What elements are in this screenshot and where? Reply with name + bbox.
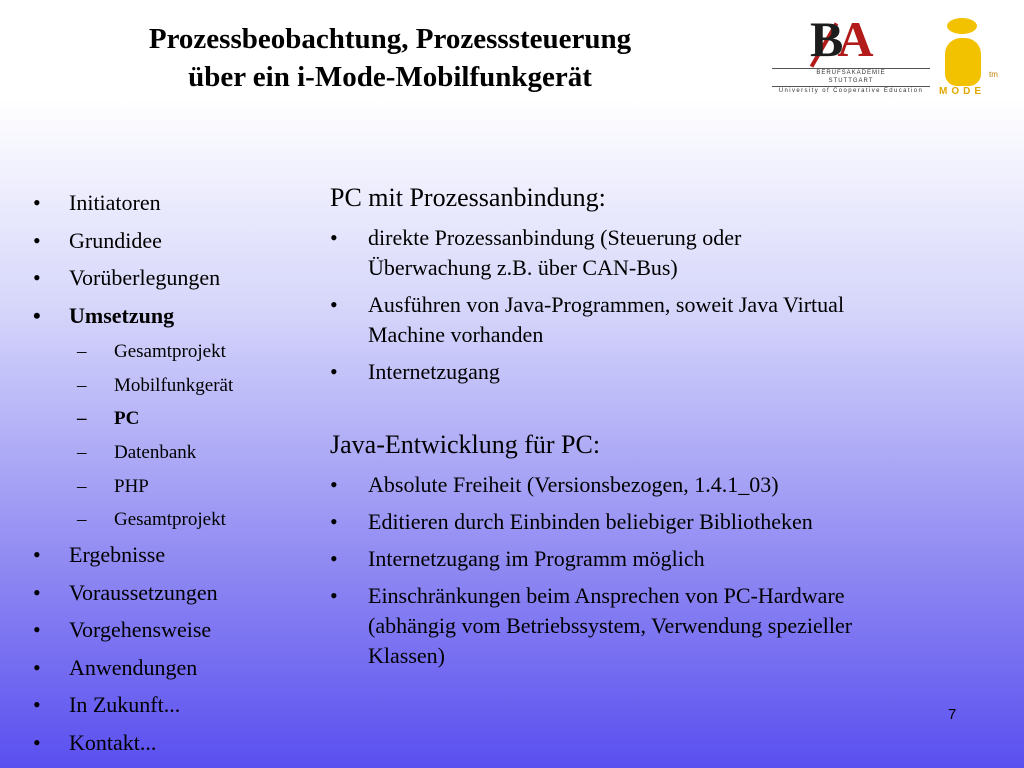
nav-item xyxy=(33,576,313,614)
ba-logo-letters: BA xyxy=(810,11,868,67)
ba-logo-line3: University of Cooperative Education xyxy=(778,88,924,94)
nav-subitem xyxy=(33,403,313,437)
imode-logo-body xyxy=(945,38,981,86)
bullet-text-line: Überwachung z.B. über CAN-Bus) xyxy=(368,255,678,280)
nav-item-label: Datenbank xyxy=(114,442,197,464)
bullet-marker: • xyxy=(330,359,338,384)
ba-logo-line1: BERUFSAKADEMIE xyxy=(816,70,886,76)
bullet-marker: • xyxy=(33,579,41,605)
nav-subitem xyxy=(33,437,313,471)
bullet-marker: • xyxy=(33,227,41,253)
bullet-marker: • xyxy=(330,472,338,497)
dash-marker: – xyxy=(77,408,87,430)
nav-item xyxy=(33,186,313,224)
nav-item-label: Umsetzung xyxy=(69,302,175,328)
section-heading-java: Java-Entwicklung für PC: xyxy=(330,430,601,459)
page-number: 7 xyxy=(948,706,957,723)
bullet-text-line: Einschränkungen beim Ansprechen von PC-Hardware xyxy=(368,583,845,608)
bullet-text-line: Ausführen von Java-Programmen, soweit Java Virtual xyxy=(368,292,845,317)
slide-title-line2: über ein i-Mode-Mobilfunkgerät xyxy=(188,61,592,93)
imode-logo-word: MODE xyxy=(939,86,985,97)
dash-marker: – xyxy=(77,509,87,531)
bullet-marker: • xyxy=(330,225,338,250)
bullet-marker: • xyxy=(33,542,41,568)
dash-marker: – xyxy=(77,374,87,396)
nav-subitem xyxy=(33,336,313,370)
nav-item-label: Ergebnisse xyxy=(69,542,166,568)
bullet-text-line: Internetzugang xyxy=(368,359,500,384)
section-heading-prozessanbindung: PC mit Prozessanbindung: xyxy=(330,183,606,212)
bullet-marker: • xyxy=(33,617,41,643)
ba-logo-line2: STUTTGART xyxy=(828,78,874,84)
bullet-text-line: (abhängig vom Betriebssystem, Verwendung spezieller xyxy=(368,613,853,638)
ba-logo-rule xyxy=(772,68,930,69)
imode-logo-dot xyxy=(947,18,977,34)
content-bullet-item xyxy=(330,544,1010,574)
nav-item-label: Gesamtprojekt xyxy=(114,341,226,362)
bullet-marker: • xyxy=(33,654,41,680)
nav-item xyxy=(33,224,313,262)
bullet-text-line: Klassen) xyxy=(368,643,445,668)
nav-item-label: PC xyxy=(114,408,140,430)
slide-title xyxy=(60,20,720,96)
nav-item-label: Anwendungen xyxy=(69,654,198,680)
java-list xyxy=(330,470,1010,671)
imode-logo xyxy=(935,12,1021,96)
nav-item-label: Vorgehensweise xyxy=(69,617,212,643)
content-bullet-item xyxy=(330,223,1010,283)
bullet-text-line: Internetzugang im Programm möglich xyxy=(368,546,705,571)
nav-item xyxy=(33,261,313,299)
content-bullet-item xyxy=(330,470,1010,500)
bullet-text-line: direkte Prozessanbindung (Steuerung oder xyxy=(368,225,742,250)
bullet-marker: • xyxy=(33,729,41,755)
nav-item xyxy=(33,688,313,726)
nav-item-label: Vorüberlegungen xyxy=(69,265,221,290)
bullet-text-line: Editieren durch Einbinden beliebiger Bibliotheken xyxy=(368,509,813,534)
nav-item-label: PHP xyxy=(114,475,149,497)
nav-item-label: In Zukunft... xyxy=(69,692,181,718)
bullet-marker: • xyxy=(33,265,41,290)
imode-logo-tm: tm xyxy=(989,70,998,79)
nav-item-label: Grundidee xyxy=(69,227,162,253)
outline-nav xyxy=(33,186,313,763)
nav-item-label: Voraussetzungen xyxy=(69,579,218,605)
dash-marker: – xyxy=(77,442,87,464)
bullet-marker: • xyxy=(330,583,338,608)
content-bullet-item xyxy=(330,507,1010,537)
slide-title-line1: Prozessbeobachtung, Prozesssteuerung xyxy=(148,23,632,55)
nav-item xyxy=(33,726,313,764)
nav-item-label: Mobilfunkgerät xyxy=(114,374,234,396)
bullet-marker: • xyxy=(33,190,41,215)
content-bullet-item xyxy=(330,290,1010,350)
bullet-text-line: Machine vorhanden xyxy=(368,322,544,347)
nav-item xyxy=(33,299,313,337)
nav-item-label: Kontakt... xyxy=(69,729,157,755)
nav-subitem xyxy=(33,471,313,505)
bullet-marker: • xyxy=(330,509,338,534)
ba-logo xyxy=(770,12,932,98)
content-bullet-item xyxy=(330,581,1010,671)
bullet-marker: • xyxy=(330,292,338,317)
dash-marker: – xyxy=(77,475,87,497)
nav-item-label: Gesamtprojekt xyxy=(114,509,226,531)
content-bullet-item xyxy=(330,357,1010,387)
prozessanbindung-list xyxy=(330,223,1010,387)
bullet-marker: • xyxy=(330,546,338,571)
bullet-marker: • xyxy=(33,302,41,328)
bullet-marker: • xyxy=(33,692,41,718)
nav-subitem xyxy=(33,370,313,404)
ba-logo-rule xyxy=(772,86,930,87)
nav-subitem xyxy=(33,504,313,538)
dash-marker: – xyxy=(77,341,87,362)
content-area xyxy=(330,180,1010,671)
nav-item-label: Initiatoren xyxy=(69,190,161,215)
nav-item xyxy=(33,613,313,651)
nav-item xyxy=(33,651,313,689)
bullet-text-line: Absolute Freiheit (Versionsbezogen, 1.4.1_03) xyxy=(368,472,779,497)
nav-item xyxy=(33,538,313,576)
